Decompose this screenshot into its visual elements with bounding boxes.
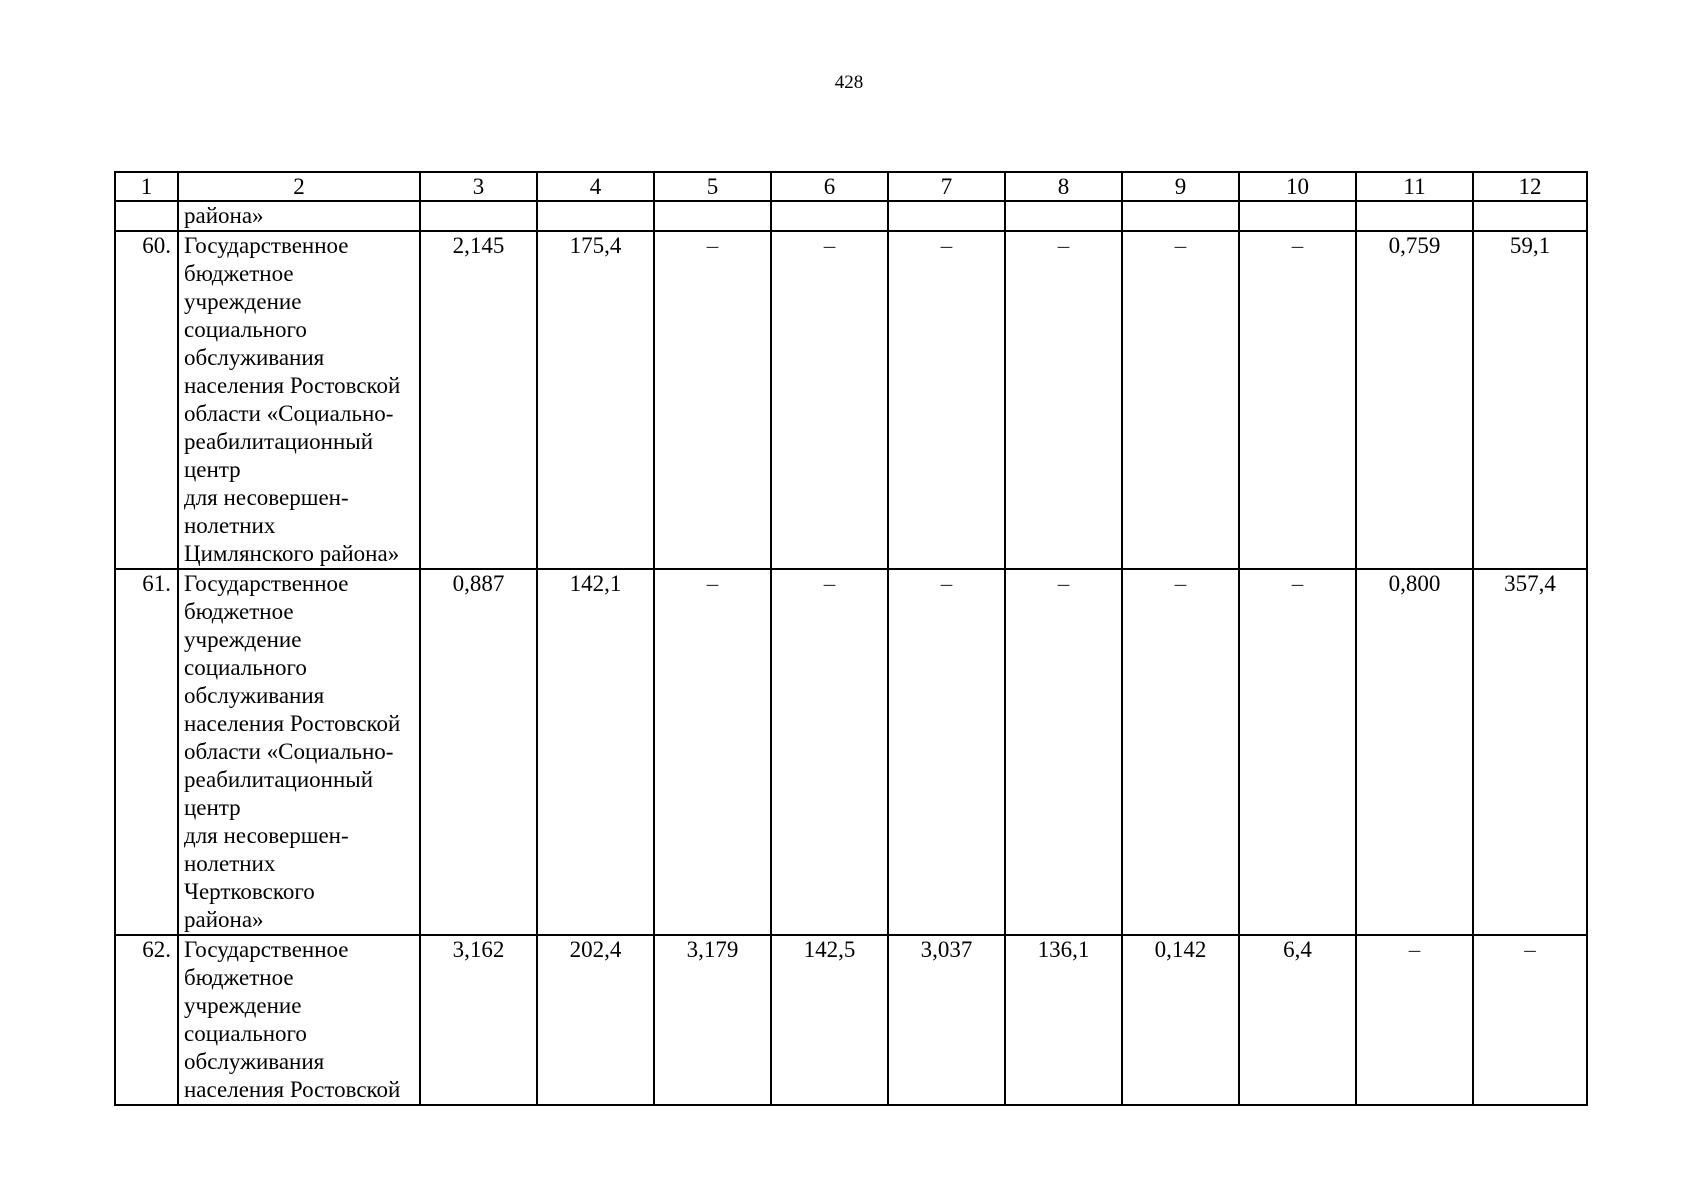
institution-name: района» [178,201,420,231]
value-cell: – [888,569,1005,935]
row-number [115,201,178,231]
value-cell: 3,162 [420,935,537,1105]
value-cell: – [1122,231,1239,569]
value-cell: – [771,231,888,569]
institution-name: Государственное бюджетное учреждение социального обслуживания населения Ростовской области «Социально- реабилитационный центр для несовершен- нолетних Цимлянского района» [178,231,420,569]
value-cell: 202,4 [537,935,654,1105]
table-row [115,569,1587,935]
column-header: 1 [115,172,178,201]
column-header: 7 [888,172,1005,201]
value-cell: 59,1 [1473,231,1587,569]
value-cell: – [1005,231,1122,569]
column-header: 4 [537,172,654,201]
table-row [115,231,1587,569]
value-cell: – [1356,935,1473,1105]
table-row [115,201,1587,231]
value-cell [1122,201,1239,231]
value-cell: 136,1 [1005,935,1122,1105]
row-number: 60. [115,231,178,569]
value-cell [888,201,1005,231]
value-cell: – [1473,935,1587,1105]
value-cell: 2,145 [420,231,537,569]
table-body [115,172,1587,1105]
table-row [115,935,1587,1105]
column-header: 12 [1473,172,1587,201]
value-cell [537,201,654,231]
value-cell: – [771,569,888,935]
column-header: 8 [1005,172,1122,201]
value-cell: 175,4 [537,231,654,569]
value-cell [1005,201,1122,231]
value-cell [771,201,888,231]
row-number: 61. [115,569,178,935]
value-cell: – [1005,569,1122,935]
value-cell: 0,800 [1356,569,1473,935]
value-cell: – [888,231,1005,569]
value-cell: 6,4 [1239,935,1356,1105]
value-cell [654,201,771,231]
column-header: 9 [1122,172,1239,201]
page-number: 428 [834,72,864,93]
value-cell: 357,4 [1473,569,1587,935]
value-cell: – [1239,569,1356,935]
value-cell: 142,5 [771,935,888,1105]
value-cell: 0,142 [1122,935,1239,1105]
value-cell: – [1122,569,1239,935]
value-cell [1473,201,1587,231]
value-cell: 0,887 [420,569,537,935]
value-cell [420,201,537,231]
column-header: 6 [771,172,888,201]
column-header: 10 [1239,172,1356,201]
row-number: 62. [115,935,178,1105]
value-cell: – [654,231,771,569]
value-cell: 3,179 [654,935,771,1105]
value-cell [1239,201,1356,231]
value-cell [1356,201,1473,231]
value-cell: 142,1 [537,569,654,935]
value-cell: – [654,569,771,935]
column-number-row [115,172,1587,201]
column-header: 11 [1356,172,1473,201]
value-cell: 3,037 [888,935,1005,1105]
column-header: 5 [654,172,771,201]
value-cell: – [1239,231,1356,569]
column-header: 2 [178,172,420,201]
institution-name: Государственное бюджетное учреждение социального обслуживания населения Ростовской [178,935,420,1105]
column-header: 3 [420,172,537,201]
data-table [114,171,1588,1106]
value-cell: 0,759 [1356,231,1473,569]
institution-name: Государственное бюджетное учреждение социального обслуживания населения Ростовской области «Социально- реабилитационный центр для несовершен- нолетних Чертковского района» [178,569,420,935]
